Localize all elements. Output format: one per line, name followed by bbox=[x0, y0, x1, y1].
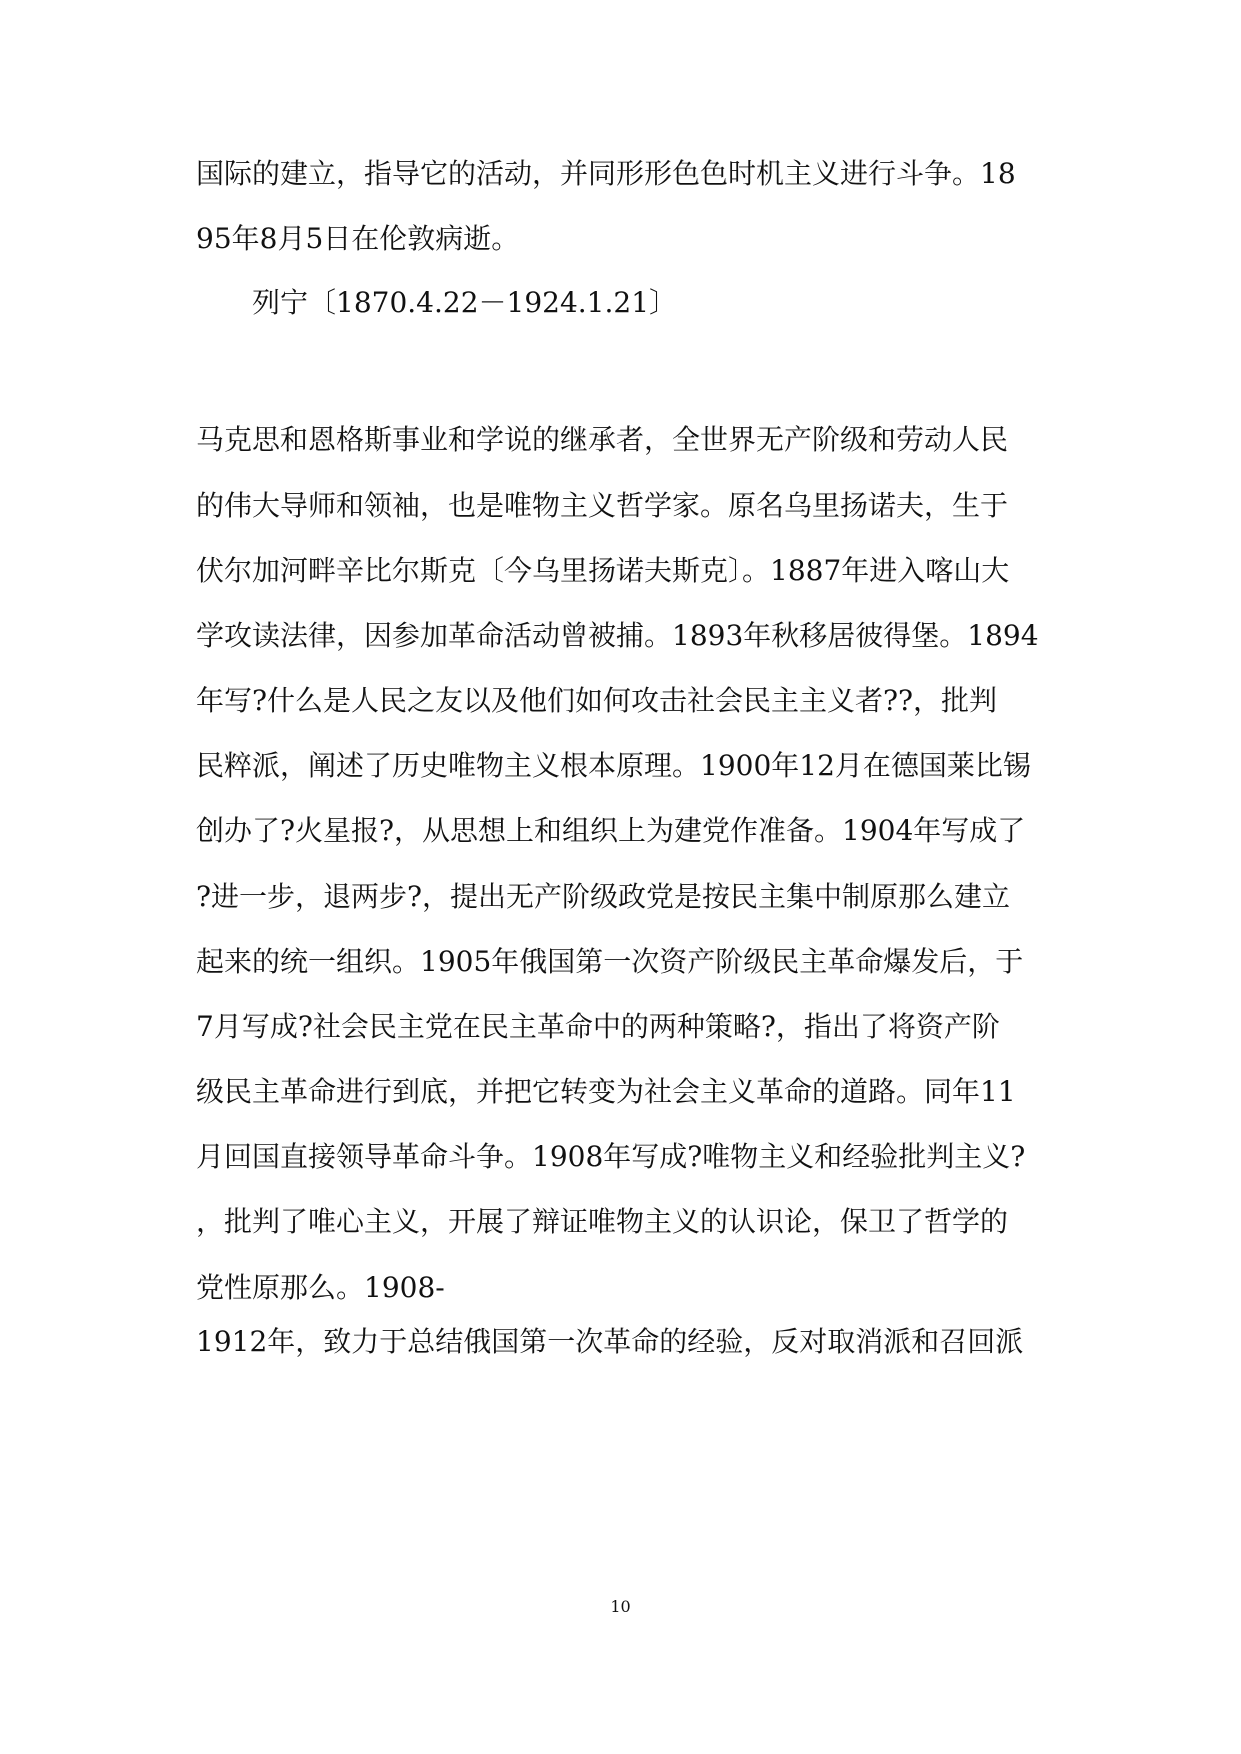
text-line: 1912年，致力于总结俄国第一次革命的经验，反对取消派和召回派 bbox=[196, 1325, 1024, 1358]
text-line: 7月写成?社会民主党在民主革命中的两种策略?，指出了将资产阶 bbox=[196, 1010, 1000, 1043]
text-line: 级民主革命进行到底，并把它转变为社会主义革命的道路。同年11 bbox=[196, 1075, 1016, 1108]
text-line: 的伟大导师和领袖，也是唯物主义哲学家。原名乌里扬诺夫，生于 bbox=[196, 489, 1009, 522]
text-line: 创办了?火星报?，从思想上和组织上为建党作准备。1904年写成了 bbox=[196, 814, 1026, 847]
text-line: ?进一步，退两步?，提出无产阶级政党是按民主集中制原那么建立 bbox=[196, 880, 1011, 913]
text-line: 95年8月5日在伦敦病逝。 bbox=[196, 222, 520, 255]
text-line: 月回国直接领导革命斗争。1908年写成?唯物主义和经验批判主义? bbox=[196, 1140, 1026, 1173]
text-line: ，批判了唯心主义，开展了辩证唯物主义的认识论，保卫了哲学的 bbox=[196, 1205, 1009, 1238]
text-line: 年写?什么是人民之友以及他们如何攻击社会民主主义者??，批判 bbox=[196, 684, 998, 717]
text-line: 起来的统一组织。1905年俄国第一次资产阶级民主革命爆发后，于 bbox=[196, 945, 1024, 978]
text-line: 国际的建立，指导它的活动，并同形形色色时机主义进行斗争。18 bbox=[196, 157, 1016, 190]
text-line: 党性原那么。1908- bbox=[196, 1271, 445, 1304]
text-line: 马克思和恩格斯事业和学说的继承者，全世界无产阶级和劳动人民 bbox=[196, 423, 1009, 456]
text-line: 民粹派，阐述了历史唯物主义根本原理。1900年12月在德国莱比锡 bbox=[196, 749, 1031, 782]
page-number: 10 bbox=[610, 1597, 631, 1616]
section-heading-lenin: 列宁〔1870.4.22－1924.1.21〕 bbox=[252, 286, 678, 319]
text-line: 学攻读法律，因参加革命活动曾被捕。1893年秋移居彼得堡。1894 bbox=[196, 619, 1039, 652]
text-line: 伏尔加河畔辛比尔斯克〔今乌里扬诺夫斯克〕。1887年进入喀山大 bbox=[196, 554, 1010, 587]
